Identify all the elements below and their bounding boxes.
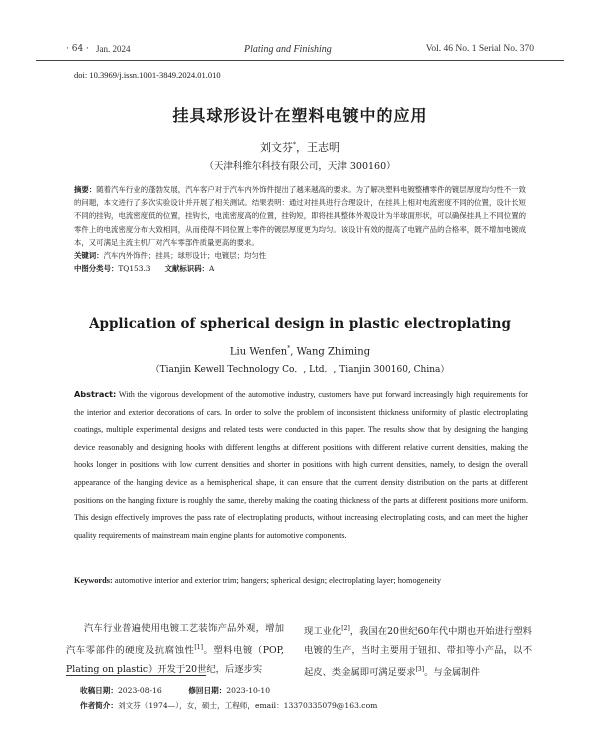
english-title: Application of spherical design in plastic electroplating (89, 316, 511, 332)
footnote-rule (66, 675, 206, 676)
clc-number: TQ153.3 (118, 264, 151, 274)
body-column-left: 汽车行业普遍使用电镀工艺装饰产品外观，增加汽车零部件的硬度及抗腐蚀性[1]。塑料电镀（POP, Plating on plastic）开发于20世纪，后逐步实 (66, 623, 284, 676)
chinese-abstract: 摘要：随着汽车行业的蓬勃发展，汽车客户对于汽车内外饰件提出了越来越高的要求。为了解决塑料电镀整槽零件的镀层厚度均匀性不一致的问题，本文进行了多次实验设计并开展了相关测试。结果表明：通过对挂具进行合理设计，在挂具上相对电流密度不同的位置，设计长短不同的挂钩，电流密度低的位置，挂钩长，电流密度高的位置，挂钩短，即将挂具整体外观设计为半球面形状，可以确保挂具上不同位置的零件上的电流密度分布大致相同，从而使得不同位置上零件的镀层厚度更为均匀。该设计有效的提高了电镀产品的合格率，既不增加电镀成本，又可满足主流主机厂对汽车零部件质量更高的要求。 关键词：汽车内外饰件；挂具；球形设计；电镀层；均匀性 中图分类号：TQ153.3 文献标识码：A (74, 185, 526, 274)
header-rule (36, 60, 564, 61)
chinese-affiliation: （天津科维尔科技有限公司，天津 300160） (204, 161, 396, 172)
volume-info: Vol. 46 No. 1 Serial No. 370 (425, 44, 534, 54)
page-number: · 64 · (66, 44, 89, 54)
doi: doi: 10.3969/j.issn.1001-3849.2024.01.010 (74, 70, 221, 80)
chinese-authors: 刘文芬*，王志明 (260, 141, 340, 154)
footnote-dates: 收稿日期：2023-08-16 修回日期：2023-10-10 (80, 686, 271, 695)
chinese-keywords: 汽车内外饰件；挂具；球形设计；电镀层；均匀性 (103, 251, 267, 261)
english-keywords: Keywords: automotive interior and exterior trim; hangers; spherical design; electroplating layer; homogeneity (74, 576, 442, 585)
footnote-author: 作者简介：刘文芬（1974—），女，硕士，工程师，email：13370335079@163.com (80, 701, 378, 710)
journal-name: Plating and Finishing (244, 44, 332, 55)
english-affiliation: （Tianjin Kewell Technology Co．, Ltd．, Tianjin 300160, China） (150, 365, 450, 375)
english-abstract: Abstract: With the vigorous development of the automotive industry, customers have put forward increasingly high requirements for the interior and exterior decorations of cars. In order to solve the problem of inconsistent thickness uniformity of plastic electroplating coatings, multiple experimental designs and related tests were conducted in this paper. The results show that by designing the hanging device reasonably and designing hooks with different lengths at different positions with different relative current densities, making the hooks longer in positions with low current densities and shorter in positions with high current densities, namely, to design the overall appearance of the hanging device as a hemispherical shape, it can ensure that the current density distribution on the parts at different positions on the hanging fixture is roughly the same, thereby making the coating thickness of the parts at different positions more uniform. This design effectively improves the pass rate of electroplating products, without increasing electroplating costs, and can meet the higher quality requirements of mainstream main engine plants for automotive components. (74, 389, 528, 540)
document-code: A (208, 264, 215, 274)
chinese-title: 挂具球形设计在塑料电镀中的应用 (172, 106, 428, 125)
body-column-right: 现工业化[2]，我国在20世纪60年代中期也开始进行塑料电镀的生产，当时主要用于钮扣、带扣等小产品，以不起皮、类金属即可满足要求[3]。与金属制件 (304, 625, 532, 679)
issue-date: Jan. 2024 (96, 44, 131, 54)
english-authors: Liu Wenfen*, Wang Zhiming (229, 345, 371, 358)
